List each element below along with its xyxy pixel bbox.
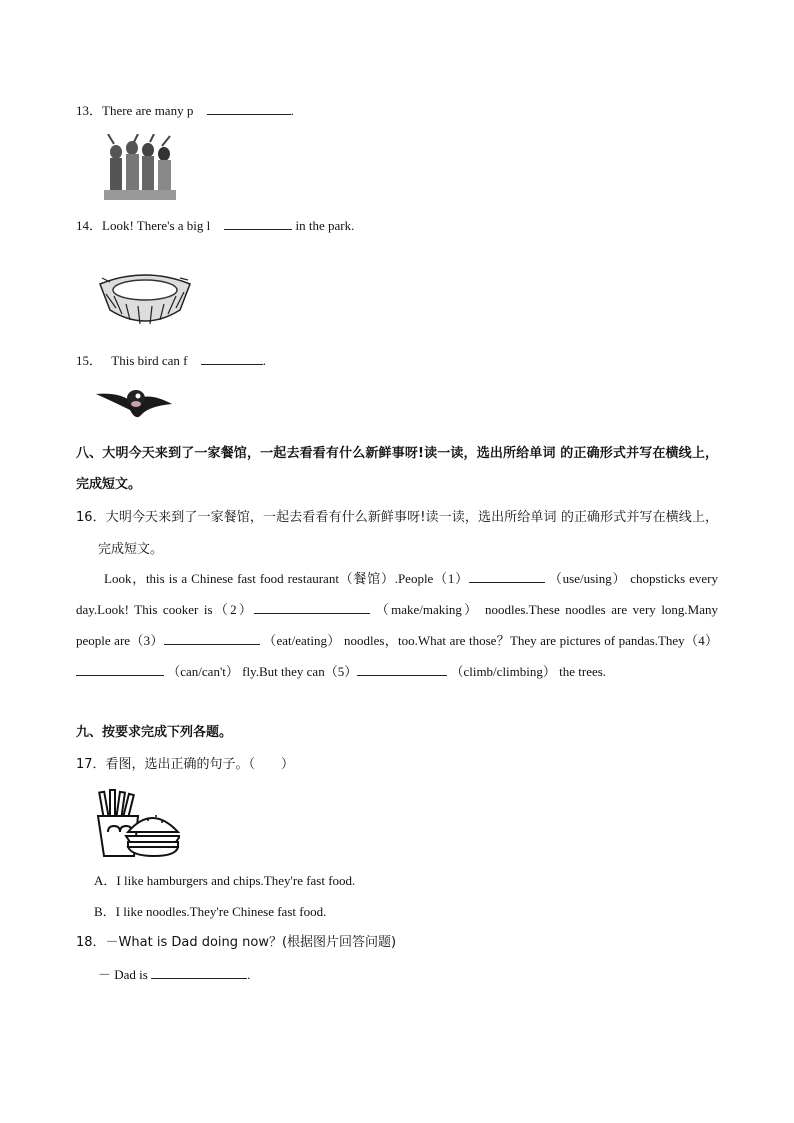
- question-16-instruction: [76, 502, 718, 566]
- blank-4[interactable]: [76, 662, 164, 676]
- bird-image: [94, 380, 174, 424]
- question-17: [76, 756, 294, 774]
- question-number: 14．: [76, 218, 103, 233]
- punctuation: .: [290, 103, 294, 118]
- instruction-text: 大明今天来到了一家餐馆，一起去看看有什么新鲜事呀!读一读，选出所给单词 的正确形式并写在横线上，完成短文。: [98, 510, 718, 557]
- passage-segment: （make/making） noodles.These noodles are very long.Many people are（3）: [76, 602, 719, 648]
- question-text-end: in the park.: [295, 218, 355, 233]
- passage-segment: （use/using） chopsticks every day.Look! This cooker is（2）: [76, 571, 719, 617]
- blank-5[interactable]: [357, 662, 447, 676]
- blank-3[interactable]: [164, 631, 260, 645]
- question-number: 18．: [76, 935, 106, 950]
- answer-blank[interactable]: [207, 101, 291, 115]
- option-label: B．: [94, 904, 116, 919]
- option-b[interactable]: [94, 903, 326, 921]
- question-text: There are many p: [102, 103, 194, 118]
- question-number: 13．: [76, 103, 103, 118]
- question-number: 15．: [76, 353, 103, 368]
- passage-segment: Look，this is a Chinese fast food restaurant（餐馆）.People（1）: [104, 571, 469, 586]
- people-crowd-image: [104, 134, 176, 200]
- question-number: 17．: [76, 757, 106, 772]
- question-text: Look! There's a big l: [102, 218, 211, 233]
- punctuation: .: [247, 967, 251, 982]
- question-text: This bird can f: [111, 353, 188, 368]
- option-text: I like noodles.They're Chinese fast food.: [115, 904, 327, 919]
- section-9-heading: 九、按要求完成下列各题。: [76, 725, 233, 740]
- answer-blank[interactable]: [224, 216, 292, 230]
- lake-image: [96, 260, 194, 332]
- option-text: I like hamburgers and chips.They're fast food.: [116, 873, 356, 888]
- option-a[interactable]: [94, 872, 355, 890]
- question-13: [76, 101, 294, 120]
- answer-prefix: － Dad is: [98, 967, 148, 982]
- blank-2[interactable]: [254, 600, 370, 614]
- punctuation: .: [262, 353, 266, 368]
- question-18: [76, 934, 396, 952]
- option-label: A．: [94, 873, 117, 888]
- question-number: 16．: [76, 510, 106, 525]
- question-18-answer: [98, 965, 250, 984]
- blank-1[interactable]: [469, 569, 545, 583]
- question-14: [76, 216, 354, 235]
- question-text: －What is Dad doing now？(根据图片回答问题): [105, 935, 397, 950]
- passage-segment: （can/can't） fly.But they can（5）: [167, 664, 358, 679]
- hamburger-and-chips-image: [96, 788, 180, 858]
- answer-blank[interactable]: [201, 351, 263, 365]
- section-8-heading: 八、大明今天来到了一家餐馆，一起去看看有什么新鲜事呀!读一读，选出所给单词 的正确形式并写在横线上，完成短文。: [76, 446, 718, 492]
- passage-segment: （eat/eating） noodles，too.What are those？They are pictures of pandas.They（4）: [263, 633, 718, 648]
- answer-blank[interactable]: [151, 965, 247, 979]
- passage-segment: （climb/climbing） the trees.: [450, 664, 607, 679]
- question-15: [76, 351, 266, 370]
- question-16-passage: [76, 563, 718, 687]
- question-text: 看图，选出正确的句子。（ ）: [105, 757, 295, 772]
